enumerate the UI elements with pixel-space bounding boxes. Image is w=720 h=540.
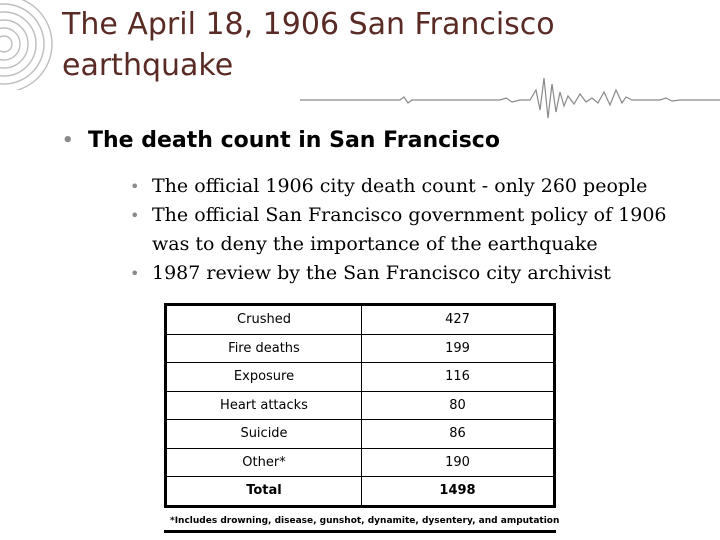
table-cell-label: Heart attacks bbox=[166, 391, 362, 420]
main-bullet-text: The death count in San Francisco bbox=[88, 128, 500, 153]
table-total-value: 1498 bbox=[362, 477, 555, 507]
sub-bullet-text: The official San Francisco government policy of 1906 was to deny the importance of the earthquake bbox=[152, 204, 667, 255]
table-row bbox=[166, 363, 555, 392]
table-row bbox=[166, 448, 555, 477]
bullet-dot-icon: • bbox=[62, 130, 74, 151]
table-cell-label: Fire deaths bbox=[166, 334, 362, 363]
sub-bullet-list bbox=[130, 172, 700, 288]
bullet-dot-icon: • bbox=[130, 264, 140, 283]
sub-bullet bbox=[130, 201, 700, 259]
table-cell-value: 86 bbox=[362, 420, 555, 449]
table-cell-label: Exposure bbox=[166, 363, 362, 392]
table-cell-label: Suicide bbox=[166, 420, 362, 449]
sub-bullet-text: 1987 review by the San Francisco city archivist bbox=[152, 262, 611, 284]
slide-title: The April 18, 1906 San Francisco earthquake bbox=[62, 7, 555, 83]
main-bullet bbox=[62, 128, 500, 153]
sub-bullet-text: The official 1906 city death count - only 260 people bbox=[152, 175, 648, 197]
table-row bbox=[166, 391, 555, 420]
table-cell-label: Crushed bbox=[166, 305, 362, 335]
table-cell-value: 427 bbox=[362, 305, 555, 335]
table-row bbox=[166, 334, 555, 363]
table-footnote: *Includes drowning, disease, gunshot, dynamite, dysentery, and amputation bbox=[170, 516, 560, 526]
sub-bullet bbox=[130, 259, 700, 288]
table-total-label: Total bbox=[166, 477, 362, 507]
table-cell-value: 199 bbox=[362, 334, 555, 363]
table-total-row bbox=[166, 477, 555, 507]
bullet-dot-icon: • bbox=[130, 177, 140, 196]
bullet-dot-icon: • bbox=[130, 206, 140, 225]
table-cell-label: Other* bbox=[166, 448, 362, 477]
death-count-table bbox=[164, 303, 556, 508]
footnote-divider bbox=[164, 530, 556, 533]
table-cell-value: 190 bbox=[362, 448, 555, 477]
table-row bbox=[166, 305, 555, 335]
table-row bbox=[166, 420, 555, 449]
sub-bullet bbox=[130, 172, 700, 201]
table-cell-value: 116 bbox=[362, 363, 555, 392]
table-cell-value: 80 bbox=[362, 391, 555, 420]
